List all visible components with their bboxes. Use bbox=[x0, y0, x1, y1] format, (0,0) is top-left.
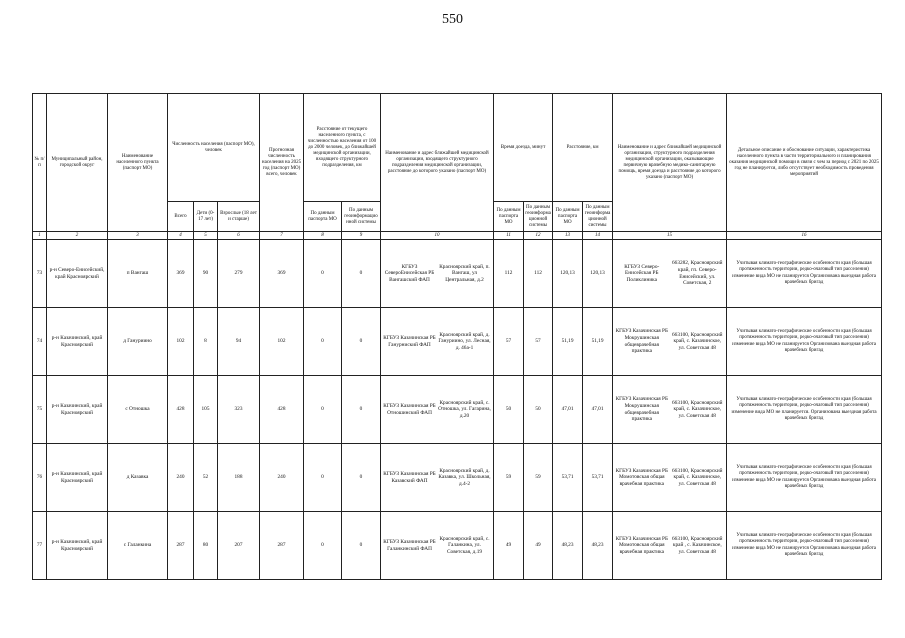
nearest-org-name: КГБУЗ Казачинская РБ Ганурниский ФАП bbox=[383, 334, 436, 348]
nearest-org-name: КГБУЗ СевероЕнисейская РБ Вангашский ФАП bbox=[384, 263, 435, 283]
cell-population-children: 80 bbox=[194, 512, 218, 580]
column-number: 12 bbox=[524, 232, 553, 240]
cell-distance-passport: 0 bbox=[304, 308, 342, 376]
cell-municipality: р-н Казачинский, край Красноярский bbox=[47, 308, 108, 376]
cell-population-total: 287 bbox=[168, 512, 194, 580]
cell-range-geo: 48,23 bbox=[583, 512, 613, 580]
column-number: 6 bbox=[218, 232, 260, 240]
nearest-org-address: Красноярский край, п. Вангаш, ул Центральная, д.2 bbox=[439, 263, 490, 283]
cell-range-geo: 120,13 bbox=[583, 240, 613, 308]
column-number: 7 bbox=[260, 232, 304, 240]
table-row bbox=[33, 308, 882, 376]
doctor-org-address: 663282, Красноярский край, гп. Северо-Енисейский, ул. Советская, 2 bbox=[672, 260, 723, 287]
doctor-org-name: КГБУЗ Казачинская РБ Момотовская общая врачебная практика bbox=[615, 535, 668, 555]
nearest-org-address: Красноярский край, д. Казавка, ул. Школьная, д.4-2 bbox=[438, 467, 491, 487]
cell-distance-passport: 0 bbox=[304, 240, 342, 308]
cell-time-geo: 57 bbox=[524, 308, 553, 376]
cell-time-passport: 112 bbox=[494, 240, 524, 308]
cell-settlement: с Галанкина bbox=[108, 512, 168, 580]
cell-population-total: 428 bbox=[168, 376, 194, 444]
header-no: № п/п bbox=[33, 94, 47, 232]
cell-nearest-org bbox=[381, 512, 494, 580]
header-row-top bbox=[33, 94, 882, 202]
header-doctor-org: Наименование и адрес ближайшей медицинской организации, структурного подразделения медицинской организации, оказывающие первичную врачебную медико-санитарную помощь, время доезда и расстояние до которого указано (паспорт МО) bbox=[613, 94, 727, 232]
table-row bbox=[33, 512, 882, 580]
doctor-org-address: 663100, Красноярский край, с. Казачинское, ул. Советская 48 bbox=[672, 467, 723, 487]
header-population-children: Дети (0-17 лет) bbox=[194, 202, 218, 232]
cell-range-geo: 53,71 bbox=[583, 444, 613, 512]
cell-settlement: д Гануриино bbox=[108, 308, 168, 376]
header-population-adults: Взрослые (18 лет и старше) bbox=[218, 202, 260, 232]
cell-distance-geo: 0 bbox=[342, 444, 381, 512]
header-range-passport: По данным паспорта МО bbox=[553, 202, 583, 232]
cell-no: 76 bbox=[33, 444, 47, 512]
cell-settlement: д Казавка bbox=[108, 444, 168, 512]
cell-forecast: 287 bbox=[260, 512, 304, 580]
cell-doctor-org bbox=[613, 308, 727, 376]
column-number: 2 bbox=[47, 232, 108, 240]
cell-range-passport: 51,19 bbox=[553, 308, 583, 376]
header-settlement: Наименование населенного пункта (паспорт МО) bbox=[108, 94, 168, 232]
cell-no: 74 bbox=[33, 308, 47, 376]
cell-distance-geo: 0 bbox=[342, 512, 381, 580]
column-number: 8 bbox=[304, 232, 342, 240]
cell-range-passport: 120,13 bbox=[553, 240, 583, 308]
header-distance-geo: По данным геоинформационной системы bbox=[342, 202, 381, 232]
cell-range-geo: 51,19 bbox=[583, 308, 613, 376]
header-range-geo: По данным геоинформационной системы bbox=[583, 202, 613, 232]
cell-justification: Учитывая климато-географические особенности края (большая протяженность территории, редко-очаговый тип расселения) изменение вида МО не планируется Организована выездная работа врачебных бригад bbox=[727, 512, 882, 580]
cell-population-children: 52 bbox=[194, 444, 218, 512]
column-number: 5 bbox=[194, 232, 218, 240]
cell-population-children: 90 bbox=[194, 240, 218, 308]
nearest-org-name: КГБУЗ Казачинская РБ Отношинский ФАП bbox=[383, 402, 436, 416]
cell-range-geo: 47,01 bbox=[583, 376, 613, 444]
cell-time-passport: 49 bbox=[494, 512, 524, 580]
cell-doctor-org bbox=[613, 240, 727, 308]
cell-population-total: 102 bbox=[168, 308, 194, 376]
table-row bbox=[33, 240, 882, 308]
page-number: 550 bbox=[442, 12, 463, 27]
header-population-total: Всего bbox=[168, 202, 194, 232]
column-number: 3 bbox=[108, 232, 168, 240]
column-number-row bbox=[33, 232, 882, 240]
cell-settlement: с Отношка bbox=[108, 376, 168, 444]
cell-forecast: 240 bbox=[260, 444, 304, 512]
cell-time-passport: 50 bbox=[494, 376, 524, 444]
cell-justification: Учитывая климато-географические особенности края (большая протяженность территории, редко-очаговый тип расселения) изменение вида МО не планируется Организована выездная работа врачебных бригад bbox=[727, 240, 882, 308]
cell-no: 73 bbox=[33, 240, 47, 308]
cell-time-geo: 59 bbox=[524, 444, 553, 512]
cell-population-total: 369 bbox=[168, 240, 194, 308]
cell-distance-geo: 0 bbox=[342, 376, 381, 444]
cell-time-passport: 59 bbox=[494, 444, 524, 512]
column-number: 10 bbox=[381, 232, 494, 240]
doctor-org-name: КГБУЗ Казачинская РБ Мокрушинская общеврачебная практика bbox=[615, 396, 668, 423]
cell-municipality: р-н Казачинский, край Красноярский bbox=[47, 376, 108, 444]
cell-municipality: р-н Казачинский, край Красноярский bbox=[47, 512, 108, 580]
column-number: 13 bbox=[553, 232, 583, 240]
cell-range-passport: 53,71 bbox=[553, 444, 583, 512]
header-range-group: Расстояние, км bbox=[553, 94, 613, 202]
doctor-org-address: 663100, Красноярский край, с. Казачинское, ул. Советская 48 bbox=[672, 331, 723, 351]
doctor-org-name: КГБУЗ Северо-Енисейская РБ Поликлиника bbox=[624, 263, 660, 283]
cell-doctor-org bbox=[613, 512, 727, 580]
table-row bbox=[33, 376, 882, 444]
cell-distance-passport: 0 bbox=[304, 512, 342, 580]
cell-justification: Учитывая климато-географические особенности края (большая протяженность территории, редко-очаговый тип расселения) изменение вида МО не планируется Организована выездная работа врачебных бригад bbox=[727, 444, 882, 512]
cell-population-adults: 188 bbox=[218, 444, 260, 512]
column-number: 4 bbox=[168, 232, 194, 240]
cell-settlement: п Вангаш bbox=[108, 240, 168, 308]
cell-justification: Учитывая климато-географические особенности края (большая протяженность территории, редко-очаговый тип расселения) изменение вида МО не планируется Организована выездная работа врачебных бригад bbox=[727, 308, 882, 376]
cell-nearest-org bbox=[381, 240, 494, 308]
cell-nearest-org bbox=[381, 308, 494, 376]
header-municipality: Муниципальный район, городской округ bbox=[47, 94, 108, 232]
cell-forecast: 369 bbox=[260, 240, 304, 308]
cell-population-adults: 207 bbox=[218, 512, 260, 580]
nearest-org-name: КГБУЗ Казачинская РБ Казавский ФАП bbox=[383, 470, 436, 484]
cell-no: 77 bbox=[33, 512, 47, 580]
column-number: 9 bbox=[342, 232, 381, 240]
header-distance-passport: По данным паспорта МО bbox=[304, 202, 342, 232]
nearest-org-address: Красноярский край, д. Гануриино, ул. Лесная, д. 46а-1 bbox=[438, 331, 491, 351]
cell-population-total: 240 bbox=[168, 444, 194, 512]
cell-range-passport: 48,23 bbox=[553, 512, 583, 580]
cell-population-children: 8 bbox=[194, 308, 218, 376]
cell-time-passport: 57 bbox=[494, 308, 524, 376]
table-body bbox=[33, 240, 882, 580]
cell-range-passport: 47,01 bbox=[553, 376, 583, 444]
header-justification: Детальное описание и обоснование ситуации, характеристика населенного пункта в части территориального и планирования оказания медицинской помощи в связи с чем за период с 2021 по 2025 год не планируется, либо отсутствует необходимость проведения мероприятий bbox=[727, 94, 882, 232]
cell-doctor-org bbox=[613, 376, 727, 444]
header-population-group: Численность населения (паспорт МО), человек bbox=[168, 94, 260, 202]
doctor-org-address: 663100, Красноярский край, с. Казачинское, ул. Советская 48 bbox=[672, 399, 723, 419]
header-time-geo: По данным геоинформационной системы bbox=[524, 202, 553, 232]
cell-distance-passport: 0 bbox=[304, 444, 342, 512]
doctor-org-name: КГБУЗ Казачинская РБ Момотовская общая врачебная практика bbox=[615, 467, 668, 487]
column-number: 16 bbox=[727, 232, 882, 240]
column-number: 14 bbox=[583, 232, 613, 240]
cell-nearest-org bbox=[381, 444, 494, 512]
doctor-org-name: КГБУЗ Казачинская РБ Мокрушинская общеврачебная практика bbox=[615, 328, 668, 355]
cell-population-adults: 323 bbox=[218, 376, 260, 444]
header-nearest-org: Наименование и адрес ближайшей медицинской организации, входящего структурного подразделения медицинской организации, расстояние до которого указано (паспорт МО) bbox=[381, 94, 494, 232]
nearest-org-name: КГБУЗ Казачинская РБ Галанкинский ФАП bbox=[383, 538, 436, 552]
header-forecast: Прогнозная численность населения на 2025 год (паспорт МО) всего, человек bbox=[260, 94, 304, 232]
header-distance-group: Расстояние от текущего населенного пункта, с численностью населения от 100 до 2000 человек, до ближайшей медицинской организации, входящего структурного подразделения, км bbox=[304, 94, 381, 202]
medical-settlements-table bbox=[32, 93, 882, 580]
cell-distance-geo: 0 bbox=[342, 240, 381, 308]
nearest-org-address: Красноярский край, с. Отношка, ул. Гагарина, д.20 bbox=[438, 399, 491, 419]
doctor-org-address: 663100, Красноярский край , с. Казачинское, ул. Советская 48 bbox=[672, 535, 723, 555]
cell-time-geo: 50 bbox=[524, 376, 553, 444]
cell-time-geo: 112 bbox=[524, 240, 553, 308]
cell-distance-geo: 0 bbox=[342, 308, 381, 376]
table-row bbox=[33, 444, 882, 512]
cell-forecast: 428 bbox=[260, 376, 304, 444]
cell-justification: Учитывая климато-географические особенности края (большая протяженность территории, редко-очаговый тип расселения) изменение вида МО не планируется. Организована выездная работа врачебных бригад bbox=[727, 376, 882, 444]
header-time-passport: По данным паспорта МО bbox=[494, 202, 524, 232]
cell-time-geo: 49 bbox=[524, 512, 553, 580]
column-number: 11 bbox=[494, 232, 524, 240]
cell-population-adults: 94 bbox=[218, 308, 260, 376]
cell-municipality: р-н Северо-Енисейский, край Красноярский bbox=[47, 240, 108, 308]
cell-forecast: 102 bbox=[260, 308, 304, 376]
column-number: 1 bbox=[33, 232, 47, 240]
cell-population-children: 105 bbox=[194, 376, 218, 444]
cell-nearest-org bbox=[381, 376, 494, 444]
cell-municipality: р-н Казачинский, край Красноярский bbox=[47, 444, 108, 512]
cell-distance-passport: 0 bbox=[304, 376, 342, 444]
cell-population-adults: 279 bbox=[218, 240, 260, 308]
cell-no: 75 bbox=[33, 376, 47, 444]
column-number: 15 bbox=[613, 232, 727, 240]
header-time-group: Время доезда, минут bbox=[494, 94, 553, 202]
cell-doctor-org bbox=[613, 444, 727, 512]
nearest-org-address: Красноярский край, с. Галанкина, ул. Советская, д.19 bbox=[439, 535, 490, 555]
